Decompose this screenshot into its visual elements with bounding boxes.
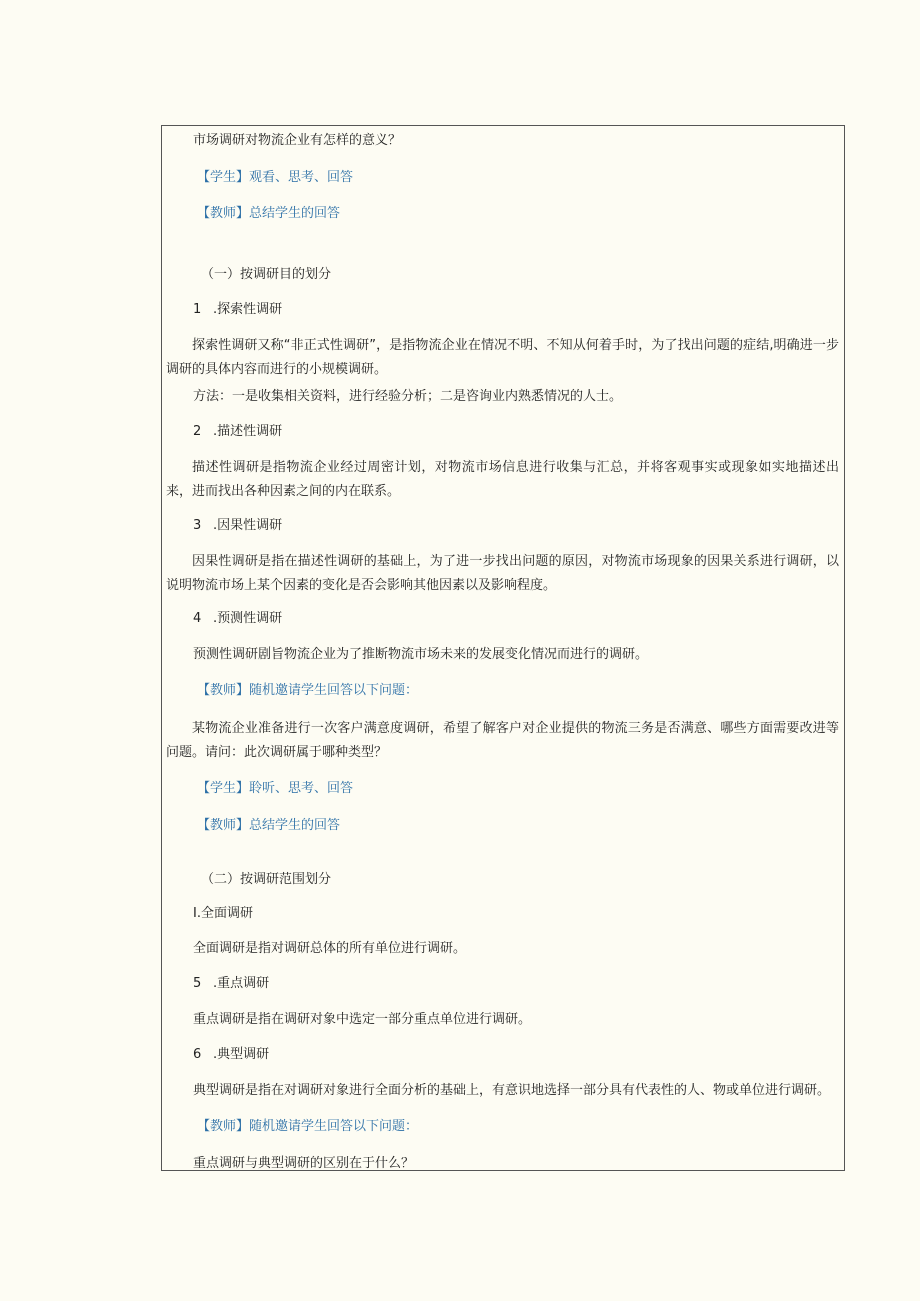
item-description: 探索性调研又称“非正式性调研”，是指物流企业在情况不明、不知从何着手时，为了找出问题的症结,明确进一步调研的具体内容而进行的小规模调研。	[166, 338, 839, 377]
section-heading: （二）按调研范围划分	[201, 872, 332, 887]
item-title: .重点调研	[213, 976, 270, 991]
student-activity: 【学生】聆听、思考、回答	[197, 781, 354, 796]
teacher-activity: 【教师】总结学生的回答	[197, 818, 341, 833]
question-line: 市场调研对物流企业有怎样的意义？	[193, 133, 402, 148]
question-line: 重点调研与典型调研的区别在于什么？	[193, 1156, 415, 1171]
item-description: 重点调研是指在调研对象中选定一部分重点单位进行调研。	[193, 1012, 532, 1027]
item-number: 3	[193, 518, 202, 533]
item-number: 5	[193, 976, 202, 991]
item-heading	[193, 298, 282, 322]
item-heading: I.全面调研	[193, 906, 253, 921]
item-number: 4	[193, 611, 202, 626]
item-description: 典型调研是指在对调研对象进行全面分析的基础上，有意识地选择一部分具有代表性的人、物或单位进行调研。	[193, 1083, 831, 1098]
item-description: 预测性调研剧旨物流企业为了推断物流市场未来的发展变化情况而进行的调研。	[193, 647, 649, 662]
item-heading	[193, 607, 282, 631]
item-title: .预测性调研	[213, 611, 283, 626]
item-heading	[193, 972, 269, 996]
item-heading	[193, 1043, 269, 1067]
item-title: .描述性调研	[213, 424, 283, 439]
item-heading	[193, 420, 282, 444]
item-method: 方法：一是收集相关资料，进行经验分析；二是咨询业内熟悉情况的人士。	[193, 389, 623, 404]
item-number: 6	[193, 1047, 202, 1062]
item-number: 2	[193, 424, 202, 439]
item-description: 描述性调研是指物流企业经过周密计划，对物流市场信息进行收集与汇总，并将客观事实或现象如实地描述出来，进而找出各种因素之间的内在联系。	[166, 460, 839, 499]
item-title: .因果性调研	[213, 518, 283, 533]
section-heading: （一）按调研目的划分	[201, 267, 332, 282]
item-title: .探索性调研	[213, 302, 283, 317]
question-line: 某物流企业准备进行一次客户满意度调研，希望了解客户对企业提供的物流三务是否满意、哪些方面需要改进等问题。请问：此次调研属于哪种类型？	[166, 721, 839, 760]
item-description: 因果性调研是指在描述性调研的基础上，为了进一步找出问题的原因，对物流市场现象的因果关系进行调研，以说明物流市场上某个因素的变化是否会影响其他因素以及影响程度。	[166, 554, 839, 593]
teacher-activity: 【教师】随机邀请学生回答以下问题：	[197, 683, 419, 698]
teacher-activity: 【教师】总结学生的回答	[197, 206, 341, 221]
item-heading	[193, 514, 282, 538]
lesson-content-table	[161, 125, 845, 1171]
item-title: .典型调研	[213, 1047, 270, 1062]
item-number: 1	[193, 302, 202, 317]
item-description: 全面调研是指对调研总体的所有单位进行调研。	[193, 941, 467, 956]
student-activity: 【学生】观看、思考、回答	[197, 170, 354, 185]
teacher-activity: 【教师】随机邀请学生回答以下问题：	[197, 1119, 419, 1134]
